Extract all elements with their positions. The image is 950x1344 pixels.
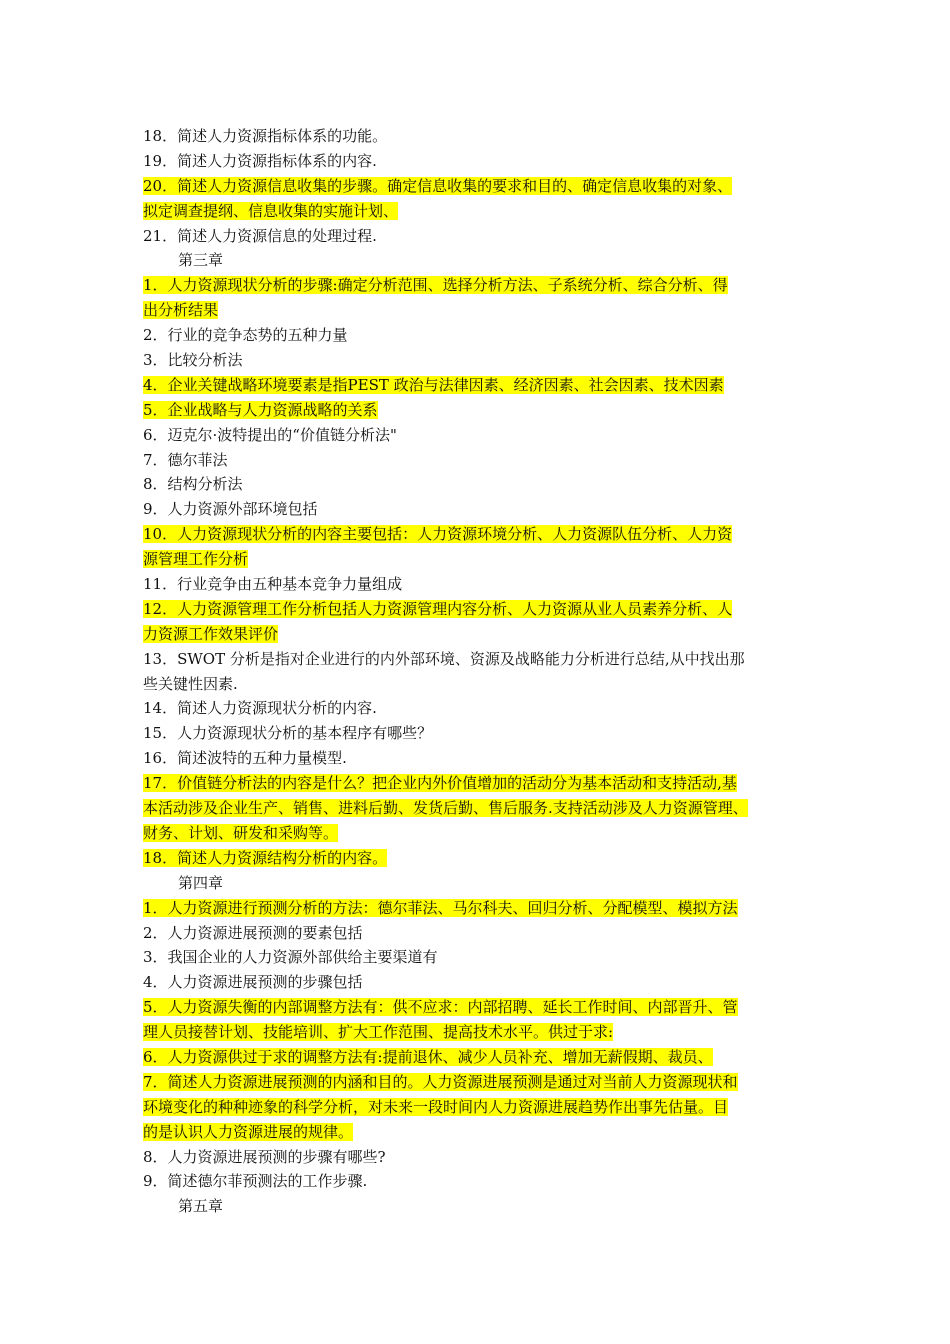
line-text: 第四章 — [178, 873, 224, 892]
line-text: 第三章 — [178, 251, 224, 270]
text-line — [143, 796, 833, 821]
text-line — [143, 497, 833, 522]
text-line — [143, 846, 833, 871]
text-line — [143, 224, 833, 249]
line-text: 6．迈克尔·波特提出的“价值链分析法" — [143, 425, 397, 444]
line-text: 20．简述人力资源信息收集的步骤。确定信息收集的要求和目的、确定信息收集的对象、 — [143, 176, 733, 195]
line-text: 8．结构分析法 — [143, 475, 243, 494]
text-line — [143, 373, 833, 398]
line-text: 本活动涉及企业生产、销售、进料后勤、发货后勤、售后服务.支持活动涉及人力资源管理、 — [143, 799, 748, 818]
line-text: 21．简述人力资源信息的处理过程. — [143, 226, 377, 245]
text-line — [143, 1045, 833, 1070]
line-text: 11．行业竞争由五种基本竞争力量组成 — [143, 575, 403, 594]
line-text: 理人员接替计划、技能培训、扩大工作范围、提高技术水平。供过于求: — [143, 1023, 614, 1042]
line-text: 6．人力资源供过于求的调整方法有:提前退休、减少人员补充、增加无薪假期、裁员、 — [143, 1047, 713, 1066]
text-line — [143, 124, 833, 149]
line-text: 的是认识人力资源进展的规律。 — [143, 1122, 354, 1141]
line-text: 5．人力资源失衡的内部调整方法有：供不应求：内部招聘、延长工作时间、内部晋升、管 — [143, 998, 738, 1017]
text-line — [143, 273, 833, 298]
text-line — [143, 1095, 833, 1120]
line-text: 7．简述人力资源进展预测的内涵和目的。人力资源进展预测是通过对当前人力资源现状和 — [143, 1072, 738, 1091]
chapter-heading — [143, 1194, 833, 1219]
line-text: 3．我国企业的人力资源外部供给主要渠道有 — [143, 948, 438, 967]
line-text: 14．简述人力资源现状分析的内容. — [143, 699, 377, 718]
line-text: 18．简述人力资源指标体系的功能。 — [143, 127, 388, 145]
text-line — [143, 1145, 833, 1170]
text-line — [143, 1120, 833, 1145]
text-line — [143, 522, 833, 547]
chapter-heading — [143, 871, 833, 896]
line-text: 源管理工作分析 — [143, 550, 249, 569]
line-text: 3．比较分析法 — [143, 351, 243, 370]
line-text: 4．企业关键战略环境要素是指PEST 政治与法律因素、经济因素、社会因素、技术因素 — [143, 375, 724, 394]
text-line — [143, 572, 833, 597]
line-text: 7．德尔菲法 — [143, 450, 228, 469]
text-line — [143, 647, 833, 672]
line-text: 19．简述人力资源指标体系的内容. — [143, 151, 377, 170]
text-line — [143, 821, 833, 846]
text-line — [143, 945, 833, 970]
text-line — [143, 149, 833, 174]
text-line — [143, 1020, 833, 1045]
text-line — [143, 174, 833, 199]
text-line — [143, 448, 833, 473]
line-text: 4．人力资源进展预测的步骤包括 — [143, 973, 363, 992]
text-line — [143, 721, 833, 746]
text-line — [143, 597, 833, 622]
line-text: 财务、计划、研发和采购等。 — [143, 823, 339, 842]
line-text: 5．企业战略与人力资源战略的关系 — [143, 400, 378, 419]
text-line — [143, 995, 833, 1020]
text-line — [143, 1169, 833, 1194]
line-text: 第五章 — [178, 1197, 224, 1216]
text-line — [143, 423, 833, 448]
line-text: 15．人力资源现状分析的基本程序有哪些？ — [143, 724, 433, 743]
text-line — [143, 348, 833, 373]
text-line — [143, 298, 833, 323]
text-line — [143, 771, 833, 796]
line-text: 1．人力资源现状分析的步骤:确定分析范围、选择分析方法、子系统分析、综合分析、得 — [143, 276, 728, 295]
line-text: 8．人力资源进展预测的步骤有哪些? — [143, 1147, 386, 1166]
text-line — [143, 472, 833, 497]
text-line — [143, 896, 833, 921]
text-line — [143, 199, 833, 224]
text-line — [143, 547, 833, 572]
line-text: 2．人力资源进展预测的要素包括 — [143, 923, 363, 942]
line-text: 13．SWOT 分析是指对企业进行的内外部环境、资源及战略能力分析进行总结,从中找出那 — [143, 649, 745, 668]
text-line — [143, 398, 833, 423]
text-line — [143, 323, 833, 348]
line-text: 力资源工作效果评价 — [143, 624, 279, 643]
line-text: 9．人力资源外部环境包括 — [143, 500, 318, 519]
line-text: 12．人力资源管理工作分析包括人力资源管理内容分析、人力资源从业人员素养分析、人 — [143, 599, 733, 618]
line-text: 18．简述人力资源结构分析的内容。 — [143, 848, 388, 867]
text-line — [143, 696, 833, 721]
line-text: 1．人力资源进行预测分析的方法：德尔菲法、马尔科夫、回归分析、分配模型、模拟方法 — [143, 898, 738, 917]
text-line — [143, 746, 833, 771]
text-line — [143, 970, 833, 995]
document-body — [143, 124, 833, 1219]
text-line — [143, 921, 833, 946]
line-text: 环境变化的种种迹象的科学分析，对未来一段时间内人力资源进展趋势作出事先估量。目 — [143, 1097, 729, 1116]
line-text: 16．简述波特的五种力量模型. — [143, 749, 347, 768]
chapter-heading — [143, 248, 833, 273]
line-text: 拟定调查提纲、信息收集的实施计划、 — [143, 201, 399, 220]
text-line — [143, 672, 833, 697]
line-text: 9．简述德尔菲预测法的工作步骤. — [143, 1172, 368, 1191]
line-text: 出分析结果 — [143, 301, 219, 320]
line-text: 17．价值链分析法的内容是什么？把企业内外价值增加的活动分为基本活动和支持活动,基 — [143, 774, 737, 793]
line-text: 10．人力资源现状分析的内容主要包括：人力资源环境分析、人力资源队伍分析、人力资 — [143, 525, 733, 544]
line-text: 些关键性因素. — [143, 674, 238, 693]
text-line — [143, 622, 833, 647]
line-text: 2．行业的竞争态势的五种力量 — [143, 326, 348, 345]
text-line — [143, 1070, 833, 1095]
